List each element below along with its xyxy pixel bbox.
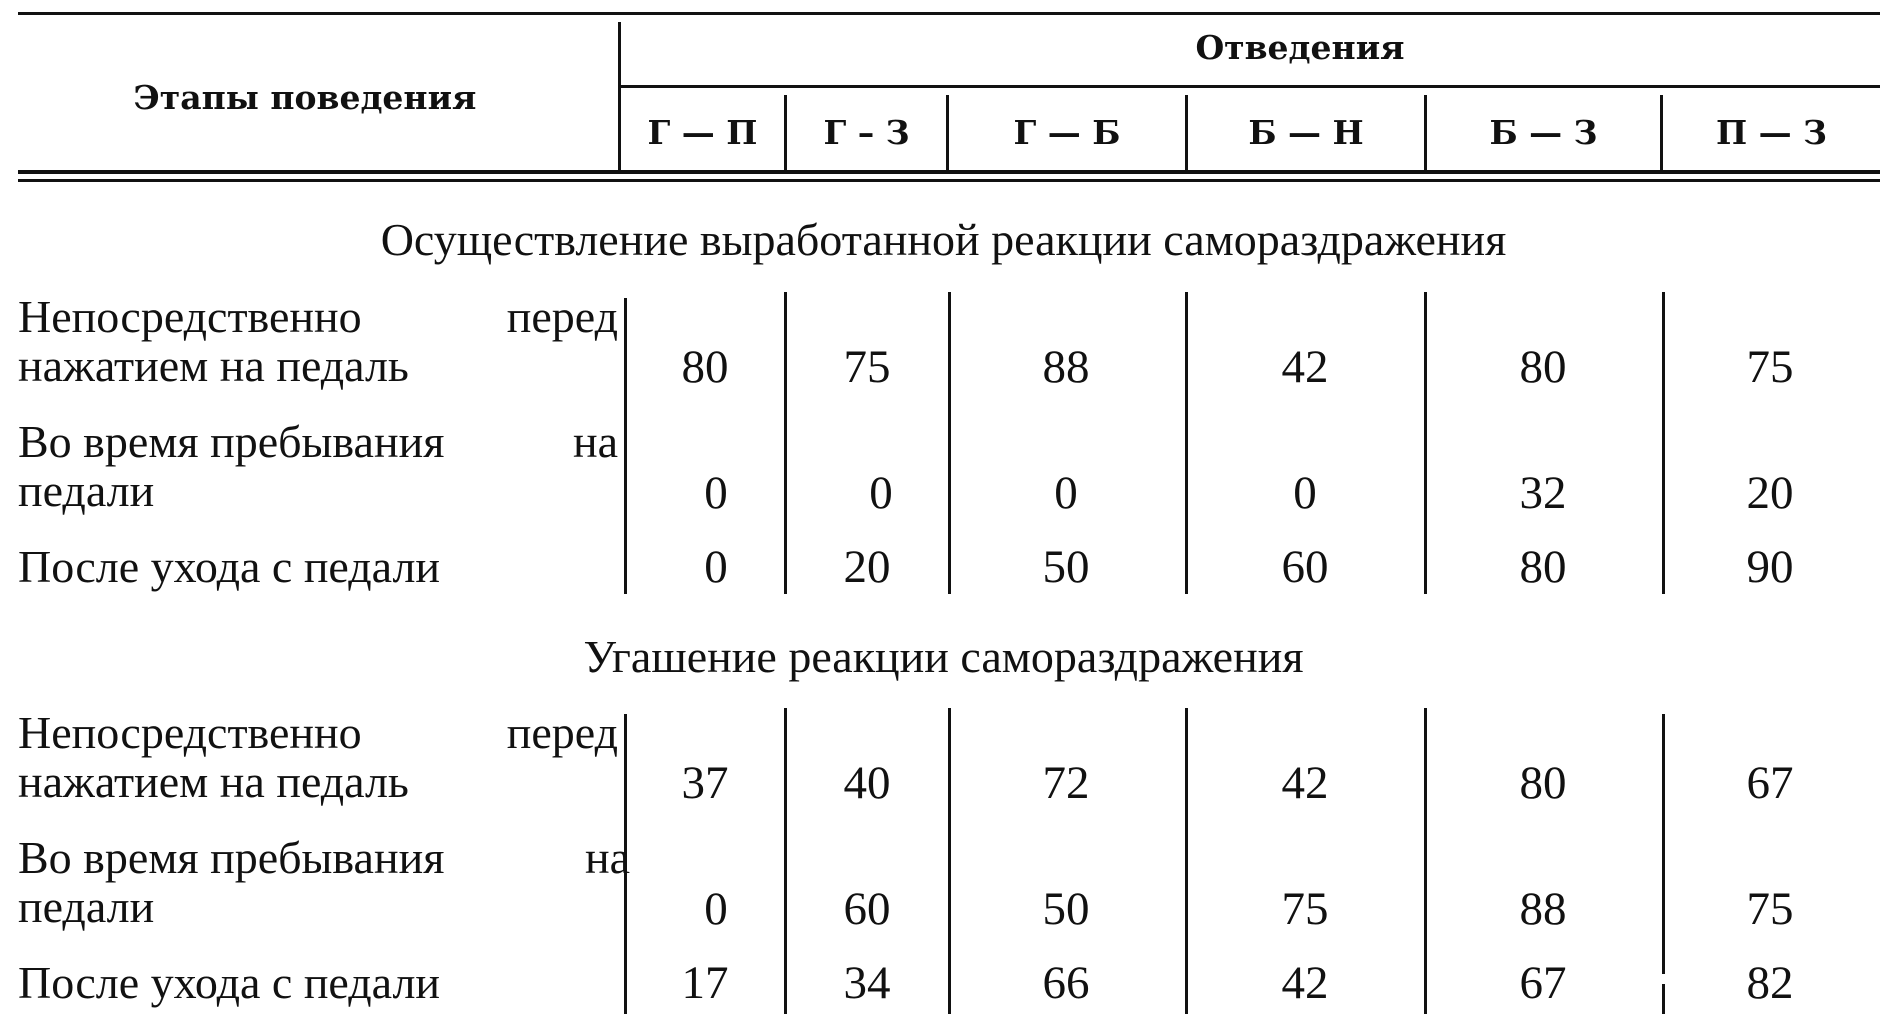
row-label-line2: педали [18,881,155,932]
table-cell: 60 [843,883,891,935]
row-label-line1: После ухода с педали [18,541,441,592]
table-cell: 42 [1281,957,1329,1009]
table-cell: 0 [704,467,728,519]
s2-vline-2 [948,708,951,1014]
row-label-part: на [584,832,630,883]
top-rule [18,12,1880,15]
table-cell: 72 [1042,757,1090,809]
table-cell: 82 [1746,957,1794,1009]
table-cell: 75 [1746,883,1794,935]
row-label-line1 [18,417,618,466]
table-cell: 0 [1054,467,1078,519]
s1-vline-2 [948,292,951,594]
group-header: Отведения [1195,28,1405,67]
table-cell: 80 [1519,541,1567,593]
table-cell: 0 [704,541,728,593]
col-header-5: П — З [1716,113,1827,152]
table-cell: 40 [843,757,891,809]
row-label-line2: педали [18,465,155,516]
table-cell: 42 [1281,341,1329,393]
table-cell: 0 [704,883,728,935]
table-cell: 0 [1293,467,1317,519]
row-label-part: на [572,416,618,467]
table-cell: 42 [1281,757,1329,809]
row-label-line1 [18,833,630,882]
row-label-part: Непосредственно [18,291,362,342]
col-header-2: Г — Б [1013,113,1121,152]
col-header-0: Г — П [647,113,758,152]
table-cell: 75 [843,341,891,393]
table-cell: 75 [1746,341,1794,393]
table-cell: 0 [869,467,893,519]
table-cell: 17 [681,957,729,1009]
table-cell: 80 [1519,757,1567,809]
row-label-line1 [18,708,618,757]
table-cell: 66 [1042,957,1090,1009]
group-rule [620,85,1880,88]
table-cell: 20 [843,541,891,593]
table-cell: 20 [1746,467,1794,519]
s1-vline-3 [1185,292,1188,594]
header-bottom-rule-1 [18,170,1880,174]
row-label [18,542,618,591]
table-cell: 80 [1519,341,1567,393]
row-label-line2: нажатием на педаль [18,340,409,391]
table-cell: 67 [1746,757,1794,809]
row-label-line1 [18,292,618,341]
col-header-3: Б — Н [1248,113,1364,152]
table-cell: 88 [1519,883,1567,935]
col-header-1: Г – З [823,113,910,152]
section-title-1: Осуществление выработанной реакции самораздражения [380,214,1507,265]
table-cell: 34 [843,957,891,1009]
table-cell: 37 [681,757,729,809]
row-label [18,708,618,806]
row-label-part: перед [506,291,618,342]
row-label-header: Этапы поведения [133,78,477,117]
s2-vline-3 [1185,708,1188,1014]
row-label [18,833,630,931]
row-label [18,292,618,390]
section-title-2: Угашение реакции самораздражения [583,631,1304,682]
table-cell: 32 [1519,467,1567,519]
s2-vline-5b [1662,984,1665,1014]
table-cell: 60 [1281,541,1329,593]
table-cell: 90 [1746,541,1794,593]
table-cell: 80 [681,341,729,393]
table-cell: 75 [1281,883,1329,935]
row-label-part: перед [506,707,618,758]
s1-vline-5 [1662,292,1665,594]
row-label-line1: После ухода с педали [18,957,441,1008]
row-label-part: Непосредственно [18,707,362,758]
header-bottom-rule-2 [18,179,1880,182]
s1-vline-4 [1424,292,1427,594]
table-cell: 50 [1042,883,1090,935]
s2-vline-4 [1424,708,1427,1014]
row-label [18,958,618,1007]
col-header-4: Б — З [1489,113,1598,152]
table-cell: 88 [1042,341,1090,393]
table-cell: 67 [1519,957,1567,1009]
table-cell: 50 [1042,541,1090,593]
row-label-part: Во время пребывания [18,832,445,883]
row-label [18,417,618,515]
row-label-part: Во время пребывания [18,416,445,467]
row-label-line2: нажатием на педаль [18,756,409,807]
s2-vline-5 [1662,714,1665,974]
